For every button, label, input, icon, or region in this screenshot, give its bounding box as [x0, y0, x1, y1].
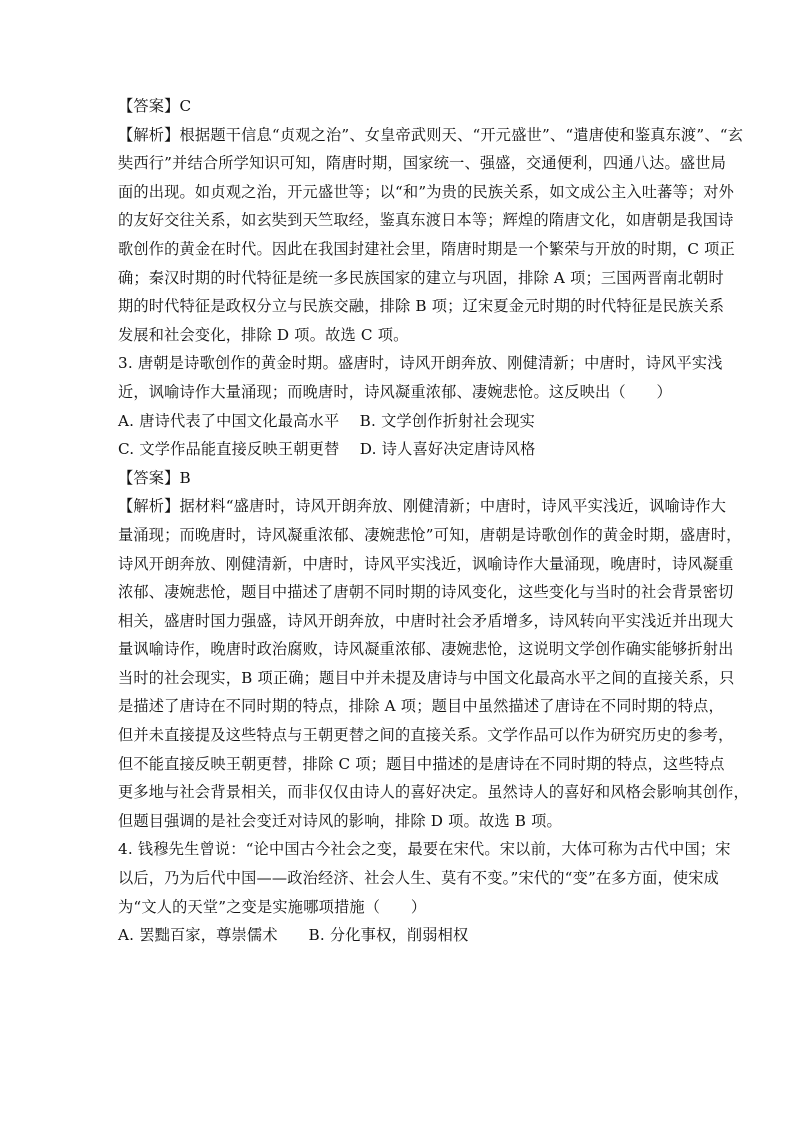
- analysis-line: 但题目强调的是社会变迁对诗风的影响，排除 D 项。故选 B 项。: [118, 811, 562, 830]
- analysis-block: [118, 121, 744, 350]
- document-page: [118, 92, 749, 950]
- question-block: [118, 835, 731, 921]
- analysis-line: 面的出现。如贞观之治，开元盛世等；以“和”为贵的民族关系，如文成公主入吐蕃等；对外: [118, 182, 735, 201]
- analysis-line: 歌创作的黄金在时代。因此在我国封建社会里，隋唐时期是一个繁荣与开放的时期，C 项正: [118, 239, 735, 258]
- question-block: [118, 349, 723, 406]
- options-block: [118, 921, 684, 950]
- analysis-block: [118, 492, 749, 835]
- analysis-line: 量讽喻诗作，晚唐时政治腐败，诗风凝重浓郁、凄婉悲怆，这说明文学创作确实能够折射出: [118, 640, 734, 659]
- question-line: 3. 唐朝是诗歌创作的黄金时期。盛唐时，诗风开朗奔放、刚健清新；中唐时，诗风平实浅: [118, 354, 723, 373]
- options-block: [118, 407, 684, 464]
- question-line: 近，讽喻诗作大量涌现；而晚唐时，诗风凝重浓郁、凄婉悲怆。这反映出（ ）: [118, 382, 672, 401]
- analysis-line: 相关，盛唐时国力强盛，诗风开朗奔放，中唐时社会矛盾增多，诗风转向平实浅近并出现大: [118, 611, 734, 630]
- analysis-line: 更多地与社会背景相关，而非仅仅由诗人的喜好决定。虽然诗人的喜好和风格会影响其创作，: [118, 783, 749, 802]
- options-line: A. 唐诗代表了中国文化最高水平 B. 文学创作折射社会现实: [118, 411, 535, 430]
- analysis-line: 的友好交往关系，如玄奘到天竺取经，鉴真东渡日本等；辉煌的隋唐文化，如唐朝是我国诗: [118, 211, 734, 230]
- analysis-line: 但不能直接反映王朝更替，排除 C 项；题目中描述的是唐诗在不同时期的特点，这些特点: [118, 754, 725, 773]
- analysis-line: 【解析】根据题干信息“贞观之治”、女皇帝武则天、“开元盛世”、“遣唐使和鉴真东渡”、“玄: [118, 125, 744, 144]
- options-line: C. 文学作品能直接反映王朝更替 D. 诗人喜好决定唐诗风格: [118, 440, 536, 459]
- analysis-line: 【解析】据材料“盛唐时，诗风开朗奔放、刚健清新；中唐时，诗风平实浅近，讽喻诗作大: [118, 497, 727, 516]
- question-line: 4. 钱穆先生曾说：“论中国古今社会之变，最要在宋代。宋以前，大体可称为古代中国；宋: [118, 840, 731, 859]
- options-line: A. 罢黜百家，尊崇儒术 B. 分化事权，削弱相权: [118, 926, 469, 945]
- analysis-line: 量涌现；而晚唐时，诗风凝重浓郁、凄婉悲怆”可知，唐朝是诗歌创作的黄金时期，盛唐时，: [118, 525, 742, 544]
- question-line: 以后，乃为后代中国——政治经济、社会人生、莫有不变。”宋代的“变”在多方面，使宋成: [118, 869, 720, 888]
- analysis-line: 期的时代特征是政权分立与民族交融，排除 B 项；辽宋夏金元时期的时代特征是民族关系: [118, 297, 725, 316]
- analysis-line: 确；秦汉时期的时代特征是统一多民族国家的建立与巩固，排除 A 项；三国两晋南北朝时: [118, 268, 724, 287]
- analysis-line: 诗风开朗奔放、刚健清新，中唐时，诗风平实浅近，讽喻诗作大量涌现，晚唐时，诗风凝重: [118, 554, 734, 573]
- answer-line: 【答案】B: [118, 468, 191, 487]
- answer-block: [118, 92, 684, 121]
- analysis-line: 发展和社会变化，排除 D 项。故选 C 项。: [118, 325, 409, 344]
- analysis-line: 是描述了唐诗在不同时期的特点，排除 A 项；题目中虽然描述了唐诗在不同时期的特点，: [118, 697, 724, 716]
- answer-block: [118, 464, 684, 493]
- answer-line: 【答案】C: [118, 97, 192, 115]
- analysis-line: 浓郁、凄婉悲怆，题目中描述了唐朝不同时期的诗风变化，这些变化与当时的社会背景密切: [118, 583, 734, 602]
- analysis-line: 当时的社会现实，B 项正确；题目中并未提及唐诗与中国文化最高水平之间的直接关系，只: [118, 668, 735, 687]
- analysis-line: 奘西行”并结合所学知识可知，隋唐时期，国家统一、强盛，交通便利，四通八达。盛世局: [118, 154, 727, 173]
- question-line: 为“文人的天堂”之变是实施哪项措施（ ）: [118, 897, 427, 916]
- analysis-line: 但并未直接提及这些特点与王朝更替之间的直接关系。文学作品可以作为研究历史的参考，: [118, 726, 734, 745]
